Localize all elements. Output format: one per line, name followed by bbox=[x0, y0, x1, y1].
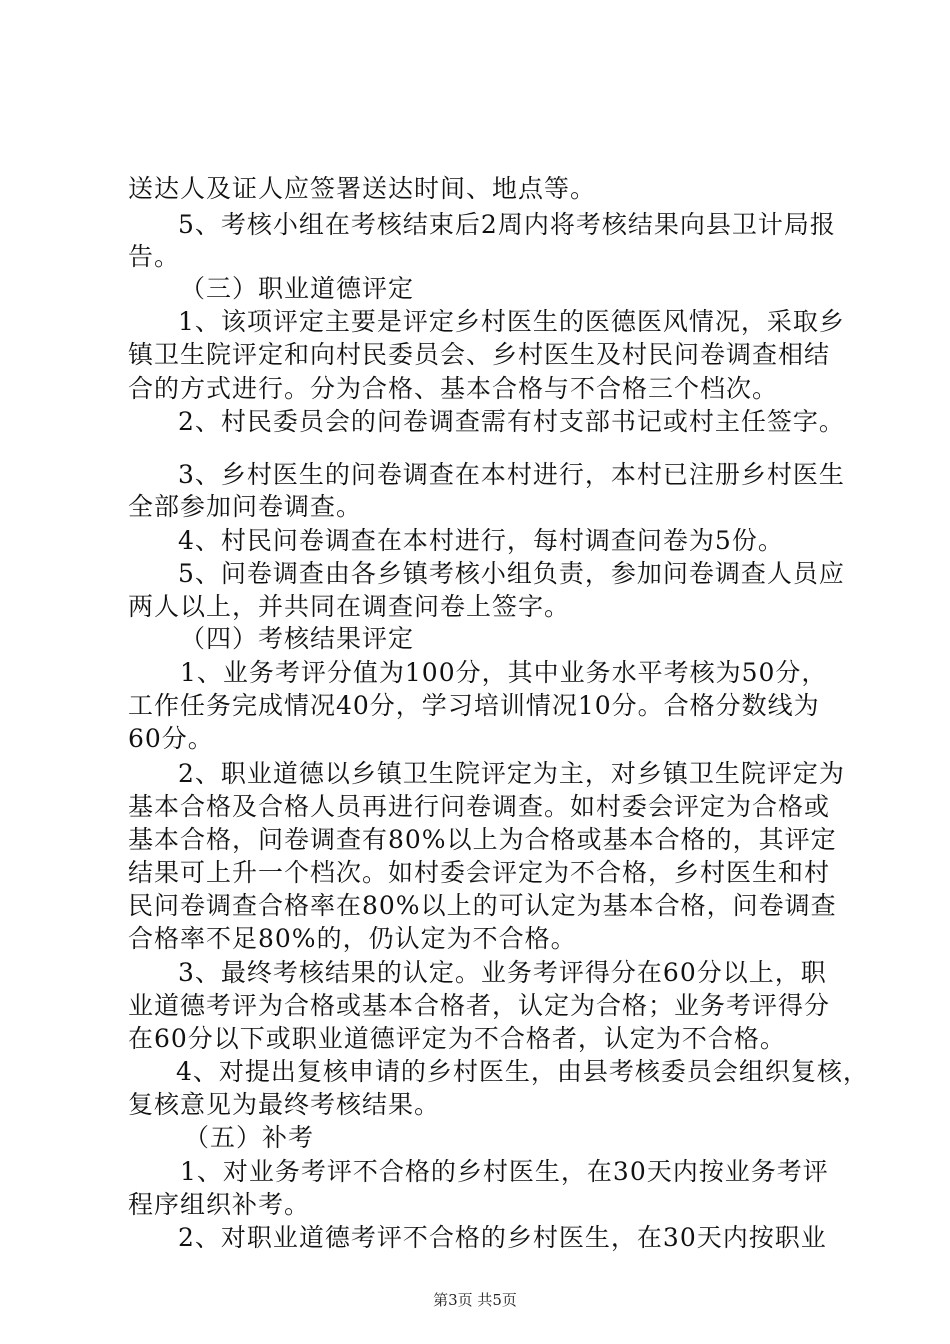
text-line: 业道德考评为合格或基本合格者，认定为合格；业务考评得分 bbox=[128, 991, 831, 1020]
text-line: 2、职业道德以乡镇卫生院评定为主，对乡镇卫生院评定为 bbox=[178, 759, 845, 788]
page-number-footer: 第3页 共5页 bbox=[433, 1291, 517, 1309]
text-line: 基本合格及合格人员再进行问卷调查。如村委会评定为合格或 bbox=[128, 792, 831, 821]
text-line: 1、业务考评分值为100分，其中业务水平考核为50分， bbox=[180, 658, 828, 687]
text-line: 告。 bbox=[128, 242, 181, 271]
section-heading: （四）考核结果评定 bbox=[180, 624, 415, 653]
text-line: 全部参加问卷调查。 bbox=[128, 492, 363, 521]
text-line: 1、对业务考评不合格的乡村医生，在30天内按业务考评 bbox=[180, 1157, 829, 1186]
text-line: 程序组织补考。 bbox=[128, 1190, 311, 1219]
section-heading: （三）职业道德评定 bbox=[180, 274, 415, 303]
text-line: 3、乡村医生的问卷调查在本村进行，本村已注册乡村医生 bbox=[178, 460, 845, 489]
text-line: 5、问卷调查由各乡镇考核小组负责，参加问卷调查人员应 bbox=[178, 559, 845, 588]
text-line: 民问卷调查合格率在80%以上的可认定为基本合格，问卷调查 bbox=[128, 891, 837, 920]
text-line: 结果可上升一个档次。如村委会评定为不合格，乡村医生和村 bbox=[128, 858, 831, 887]
text-line: 送达人及证人应签署送达时间、地点等。 bbox=[128, 174, 597, 203]
text-line: 基本合格，问卷调查有80%以上为合格或基本合格的，其评定 bbox=[128, 825, 837, 854]
text-line: 复核意见为最终考核结果。 bbox=[128, 1090, 441, 1119]
text-line: 60分。 bbox=[128, 724, 214, 753]
text-line: 两人以上，并共同在调查问卷上签字。 bbox=[128, 592, 571, 621]
text-line: 4、对提出复核申请的乡村医生，由县考核委员会组织复核， bbox=[176, 1057, 869, 1086]
text-line: 2、对职业道德考评不合格的乡村医生，在30天内按职业 bbox=[178, 1223, 827, 1252]
text-line: 1、该项评定主要是评定乡村医生的医德医风情况，采取乡 bbox=[178, 307, 845, 336]
text-line: 4、村民问卷调查在本村进行，每村调查问卷为5份。 bbox=[178, 526, 784, 555]
text-line: 工作任务完成情况40分，学习培训情况10分。合格分数线为 bbox=[128, 691, 820, 720]
text-line: 5、考核小组在考核结束后2周内将考核结果向县卫计局报 bbox=[178, 210, 836, 239]
text-line: 2、村民委员会的问卷调查需有村支部书记或村主任签字。 bbox=[178, 407, 845, 436]
text-line: 在60分以下或职业道德评定为不合格者，认定为不合格。 bbox=[128, 1024, 786, 1053]
section-heading: （五）补考 bbox=[184, 1123, 315, 1152]
text-line: 合的方式进行。分为合格、基本合格与不合格三个档次。 bbox=[128, 374, 779, 403]
text-line: 3、最终考核结果的认定。业务考评得分在60分以上，职 bbox=[178, 958, 827, 987]
text-line: 合格率不足80%的，仍认定为不合格。 bbox=[128, 924, 577, 953]
text-line: 镇卫生院评定和向村民委员会、乡村医生及村民问卷调查相结 bbox=[128, 340, 831, 369]
